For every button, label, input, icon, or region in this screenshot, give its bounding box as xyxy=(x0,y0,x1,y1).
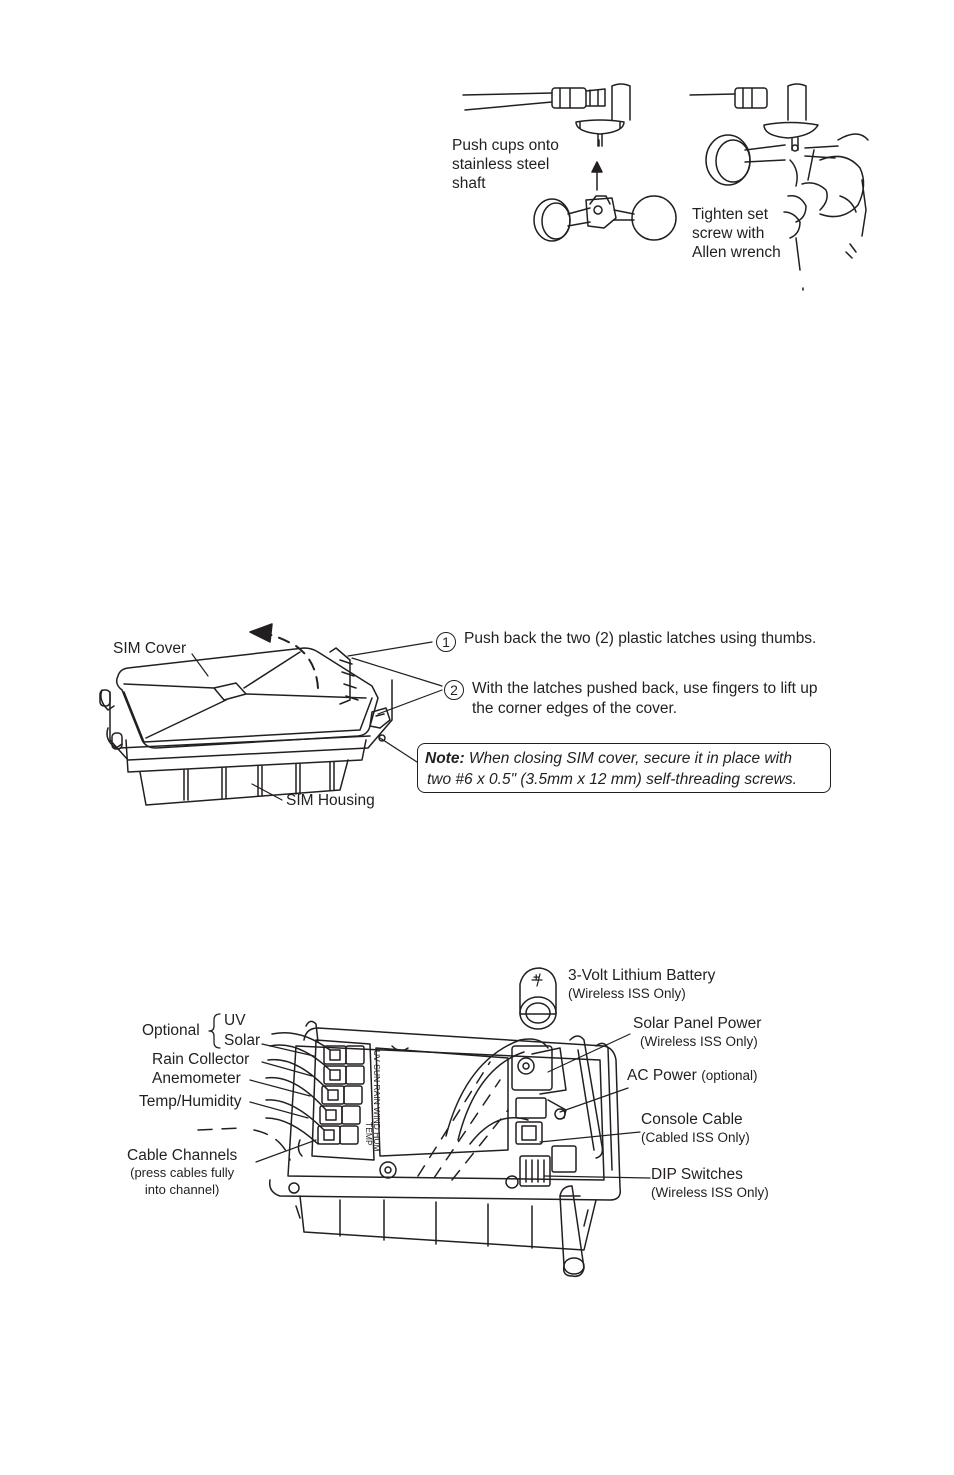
ac-power-sub: (optional) xyxy=(701,1068,758,1083)
step-1-text: Push back the two (2) plastic latches using thumbs. xyxy=(464,630,817,647)
dip-switches-sub: (Wireless ISS Only) xyxy=(651,1185,769,1200)
note-prefix: Note: xyxy=(425,750,465,767)
tighten-line-1: Tighten set xyxy=(692,206,769,223)
sim-cover-label: SIM Cover xyxy=(113,640,187,657)
push-cups-line-3: shaft xyxy=(452,175,486,192)
uv-label: UV xyxy=(224,1012,246,1029)
battery-title: 3-Volt Lithium Battery xyxy=(568,967,716,984)
note-line-2: two #6 x 0.5" (3.5mm x 12 mm) self-threading screws. xyxy=(427,771,797,788)
cable-channels-title: Cable Channels xyxy=(127,1147,238,1164)
console-cable-label xyxy=(641,1110,750,1146)
rain-collector-label: Rain Collector xyxy=(152,1051,250,1068)
ac-power-title: AC Power xyxy=(627,1067,697,1084)
solar-power-sub: (Wireless ISS Only) xyxy=(640,1034,758,1049)
push-cups-line-2: stainless steel xyxy=(452,156,550,173)
board-port-labels: UV SUN RAIN WIND HUM xyxy=(372,1050,382,1152)
anemometer-label: Anemometer xyxy=(152,1070,241,1087)
optional-label: Optional xyxy=(142,1022,200,1039)
temp-humidity-label: Temp/Humidity xyxy=(139,1093,242,1110)
cable-channels-sub-1: (press cables fully xyxy=(130,1165,235,1180)
sim-housing-label: SIM Housing xyxy=(286,792,375,809)
solar-power-title: Solar Panel Power xyxy=(633,1015,762,1032)
battery-sub: (Wireless ISS Only) xyxy=(568,986,686,1001)
tighten-line-3: Allen wrench xyxy=(692,244,781,261)
cable-channels-label xyxy=(127,1146,237,1198)
solar-panel-power-label xyxy=(633,1014,761,1050)
cable-channels-sub-2: into channel) xyxy=(144,1182,220,1197)
sim-board-housing xyxy=(198,1021,620,1276)
tighten-line-2: screw with xyxy=(692,225,765,242)
note-line-1: When closing SIM cover, secure it in place with xyxy=(468,750,792,767)
board-temp-label: TEMP xyxy=(364,1122,374,1146)
battery-label xyxy=(568,966,715,1002)
console-cable-title: Console Cable xyxy=(641,1111,743,1128)
dip-switches-title: DIP Switches xyxy=(651,1166,743,1183)
step-2-badge: 2 xyxy=(444,680,464,700)
step-1-badge: 1 xyxy=(436,632,456,652)
battery-plus-symbol: + xyxy=(533,972,540,984)
ac-power-label xyxy=(627,1066,758,1085)
optional-brace xyxy=(209,1014,220,1048)
push-cups-line-1: Push cups onto xyxy=(452,137,559,154)
console-cable-sub: (Cabled ISS Only) xyxy=(641,1130,750,1145)
step-2-line-2: the corner edges of the cover. xyxy=(472,700,678,717)
solar-label: Solar xyxy=(224,1032,261,1049)
step-2-line-1: With the latches pushed back, use fingers to lift up xyxy=(472,680,818,697)
dip-switches-label xyxy=(651,1165,769,1201)
